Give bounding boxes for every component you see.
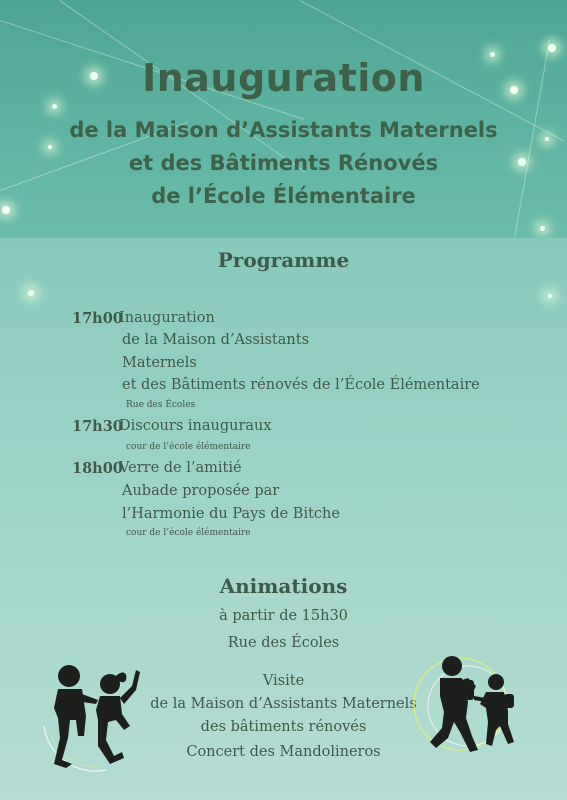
programme-heading: Programme: [217, 248, 350, 272]
entry-time: 17h30: [72, 418, 123, 435]
entry-line: Aubade proposée par: [122, 483, 280, 499]
children-walking-silhouette-icon: [410, 652, 540, 756]
entry-line: Verre de l’amitié: [119, 460, 242, 476]
subtitle-line-1: de la Maison d’Assistants Maternels: [69, 118, 498, 142]
animations-line: des bâtiments rénovés: [200, 719, 367, 735]
animations-line: Rue des Écoles: [227, 635, 340, 651]
animations-heading: Animations: [219, 574, 348, 598]
animations-line: de la Maison d’Assistants Maternels: [150, 696, 417, 712]
sparkle-icon: [540, 226, 545, 231]
header-banner: [0, 0, 567, 238]
subtitle-line-2: et des Bâtiments Rénovés: [128, 151, 439, 175]
entry-line: et des Bâtiments rénovés de l’École Élémentaire: [122, 377, 480, 393]
sparkle-icon: [28, 290, 34, 296]
subtitle-line-3: de l’École Élémentaire: [151, 184, 416, 208]
entry-line: l’Harmonie du Pays de Bitche: [122, 506, 340, 522]
sparkle-icon: [48, 145, 52, 149]
main-title: Inauguration: [142, 56, 425, 100]
entry-line: de la Maison d’Assistants: [122, 332, 310, 348]
entry-time: 18h00: [72, 460, 123, 477]
entry-line: Discours inauguraux: [119, 418, 272, 434]
entry-location: cour de l’école élémentaire: [126, 442, 251, 452]
sparkle-icon: [548, 294, 552, 298]
entry-time: 17h00: [72, 310, 123, 327]
children-dancing-silhouette-icon: [36, 656, 156, 774]
entry-location: Rue des Écoles: [126, 400, 196, 410]
entry-line: Maternels: [122, 355, 197, 371]
animations-line: Concert des Mandolineros: [186, 744, 381, 760]
entry-line: Inauguration: [119, 310, 215, 326]
animations-line: Visite: [262, 673, 305, 689]
sparkle-icon: [548, 44, 556, 52]
animations-line: à partir de 15h30: [219, 608, 348, 624]
entry-location: cour de l’école élémentaire: [126, 528, 251, 538]
sparkle-icon: [52, 104, 57, 109]
